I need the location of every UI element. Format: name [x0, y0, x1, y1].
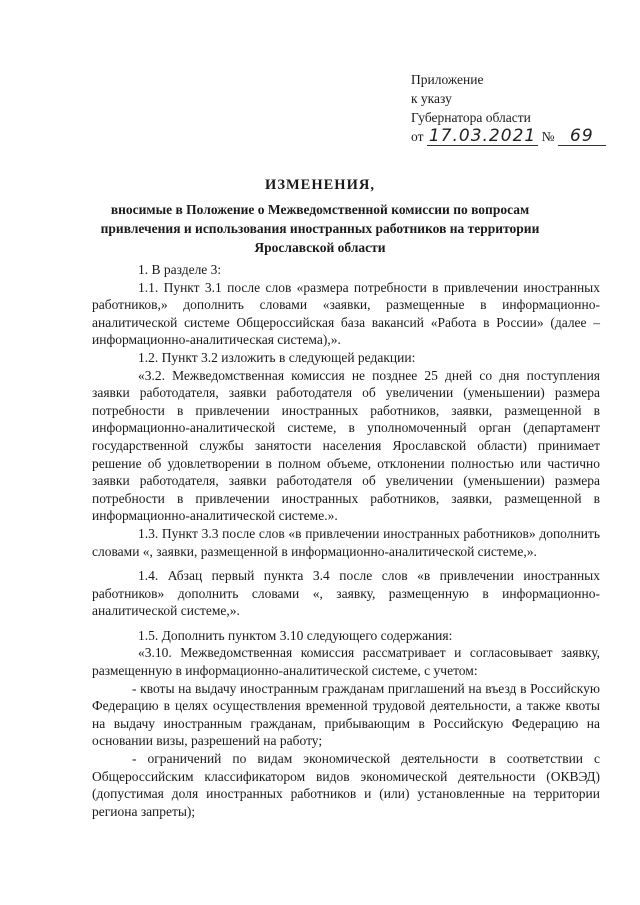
appendix-date-number-line [411, 127, 606, 146]
document-body [92, 261, 600, 820]
appendix-line: к указу [411, 91, 452, 106]
paragraph: 1.5. Дополнить пунктом 3.10 следующего содержания: [138, 627, 453, 643]
appendix-block [411, 70, 606, 146]
paragraph: - квоты на выдачу иностранным гражданам приглашений на въезд в Российскую Федерацию в целях осуществления временной трудовой деятельности, а также квоты на выдачу иностранным гражданам, прибывающим в Российскую Федерацию на основании визы, разрешений на работу; [92, 680, 600, 749]
paragraph: 1.4. Абзац первый пункта 3.4 после слов «в привлечении иностранных работников» дополнить словами «, заявку, размещенную в информационно-аналитической системе,». [92, 568, 600, 619]
paragraph: 1. В разделе 3: [138, 262, 222, 277]
appendix-line: Губернатора области [411, 110, 531, 125]
handwritten-date: 17.03.2021 [428, 126, 537, 146]
paragraph: 1.2. Пункт 3.2 изложить в следующей редакции: [138, 349, 416, 365]
document-heading [95, 174, 545, 257]
appendix-line: Приложение [411, 72, 484, 87]
paragraph: «3.10. Межведомственная комиссия рассматривает и согласовывает заявку, размещенную в информационно-аналитической системе, с учетом: [92, 645, 600, 679]
paragraph: 1.3. Пункт 3.3 после слов «в привлечении иностранных работников» дополнить словами «, заявки, размещенной в информационно-аналитической системе,». [92, 525, 600, 559]
number-label: № [541, 129, 555, 144]
paragraph: 1.1. Пункт 3.1 после слов «размера потребности в привлечении иностранных работников,» дополнить словами «заявки, размещенные в информационно-аналитической системе Общероссийская база вакансий «Работа в России» (далее – информационно-аналитическая система),». [92, 279, 600, 348]
document-title: ИЗМЕНЕНИЯ, [265, 177, 375, 193]
document-subtitle: вносимые в Положение о Межведомственной комиссии по вопросам привлечения и использования иностранных работников на территории Ярославской области [100, 202, 540, 255]
handwritten-number: 69 [558, 128, 606, 146]
paragraph: - ограничений по видам экономической деятельности в соответствии с Общероссийским классификатором видов экономической деятельности (ОКВЭД) (допустимая доля иностранных работников и (или) установленные на территории региона запреты); [92, 751, 600, 819]
paragraph: «3.2. Межведомственная комиссия не позднее 25 дней со дня поступления заявки работодателя, заявки работодателя об увеличении (уменьшении) размера потребности в привлечении иностранных работников, заявки, размещенной в информационно-аналитической системе, в уполномоченный орган (департамент государственной службы занятости населения Ярославской области) принимает решение об удовлетворении в полном объеме, отклонении полностью или частично заявки работодателя, заявки работодателя об увеличении (уменьшении) размера потребности в привлечении иностранных работников, заявки, размещенной в информационно-аналитической системе.». [92, 367, 600, 524]
from-label: от [411, 129, 424, 144]
